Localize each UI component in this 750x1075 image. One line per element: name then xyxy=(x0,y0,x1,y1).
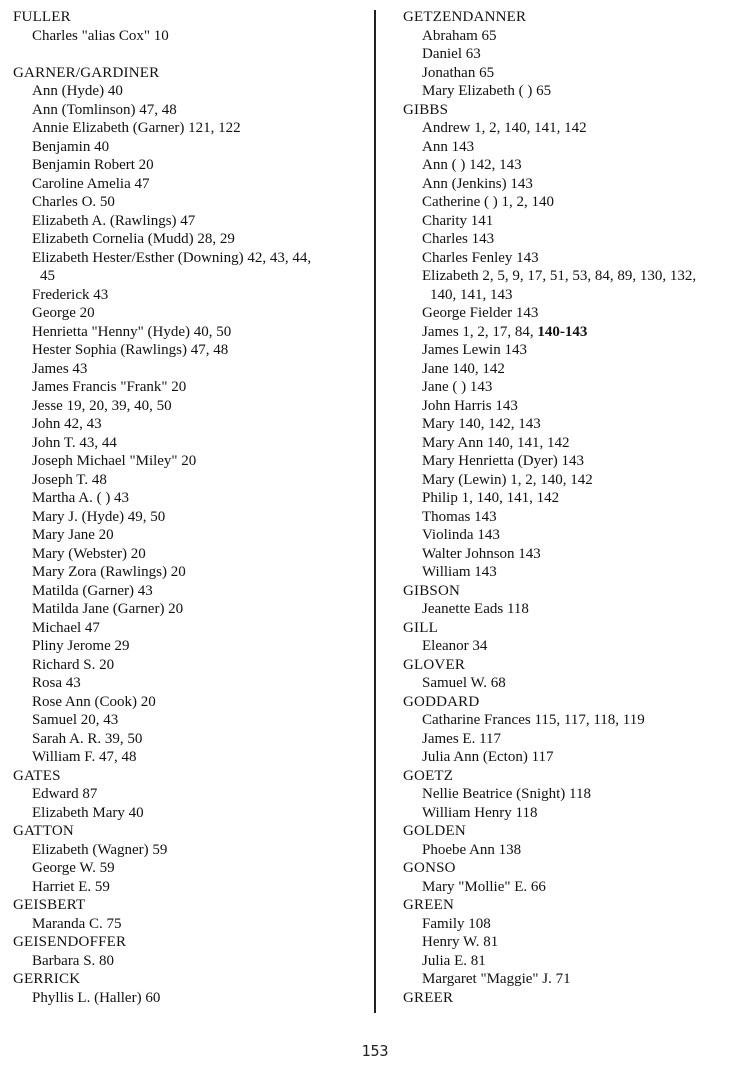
entry-text: Sarah A. R. 39, 50 xyxy=(32,730,143,747)
index-entry xyxy=(13,119,368,138)
index-entry xyxy=(403,970,743,989)
entry-text: William 143 xyxy=(422,564,497,580)
index-entry xyxy=(13,674,368,693)
entry-text: Jane ( ) 143 xyxy=(422,379,493,395)
index-entry xyxy=(13,434,368,453)
entry-text: Mary Henrietta (Dyer) 143 xyxy=(422,453,585,469)
entry-text: Rose Ann (Cook) 20 xyxy=(32,693,156,710)
index-entry xyxy=(13,748,368,767)
entry-text: Ann (Tomlinson) 47, 48 xyxy=(32,101,177,118)
index-entry xyxy=(13,730,368,749)
entry-text: John Harris 143 xyxy=(422,397,518,414)
surname-heading: GREER xyxy=(403,989,454,1006)
index-entry xyxy=(13,489,368,508)
surname-group xyxy=(13,933,368,970)
index-entry xyxy=(403,804,743,823)
index-entry xyxy=(403,341,743,360)
entry-text: Martha A. ( ) 43 xyxy=(32,490,130,506)
entry-text: Jeanette Eads 118 xyxy=(422,601,529,617)
index-entry xyxy=(403,452,743,471)
page-number: 153 xyxy=(361,1042,389,1060)
entry-text: Matilda (Garner) 43 xyxy=(32,582,153,599)
index-entry xyxy=(13,508,368,527)
index-entry xyxy=(13,82,368,101)
entry-text: Annie Elizabeth (Garner) 121, 122 xyxy=(32,120,241,136)
entry-text: Ann ( ) 142, 143 xyxy=(422,157,522,173)
index-entry xyxy=(13,397,368,416)
entry-text: Julia Ann (Ecton) 117 xyxy=(422,749,554,765)
entry-bold-pages: 140-143 xyxy=(537,323,588,340)
entry-text: Frederick 43 xyxy=(32,286,109,303)
surname-group xyxy=(403,859,743,896)
entry-text: Barbara S. 80 xyxy=(32,952,115,969)
index-entry xyxy=(403,175,743,194)
entry-text: Joseph T. 48 xyxy=(32,471,107,488)
entry-text: Jane 140, 142 xyxy=(422,360,505,377)
index-entry xyxy=(13,878,368,897)
surname-heading: GERRICK xyxy=(13,971,81,987)
index-entry xyxy=(403,82,743,101)
index-entry xyxy=(13,101,368,120)
surname-heading: FULLER xyxy=(13,9,71,25)
surname-group xyxy=(403,101,743,582)
surname-heading: GETZENDANNER xyxy=(403,9,527,25)
index-entry xyxy=(13,859,368,878)
surname-group xyxy=(13,896,368,933)
entry-text: George 20 xyxy=(32,305,95,321)
entry-text: Nellie Beatrice (Snight) 118 xyxy=(422,786,591,802)
index-entry xyxy=(13,193,368,212)
entry-continuation: 140, 141, 143 xyxy=(430,286,513,303)
surname-heading: GODDARD xyxy=(403,693,480,710)
entry-text: Henrietta "Henny" (Hyde) 40, 50 xyxy=(32,323,232,340)
surname-group xyxy=(403,896,743,989)
surname-heading: GARNER/GARDINER xyxy=(13,64,160,81)
index-entry xyxy=(13,785,368,804)
index-entry xyxy=(13,249,368,268)
index-entry xyxy=(403,933,743,952)
entry-text: James Francis "Frank" 20 xyxy=(32,379,187,395)
surname-heading: GATTON xyxy=(13,823,74,839)
entry-text: Samuel W. 68 xyxy=(422,675,506,691)
entry-text: George Fielder 143 xyxy=(422,305,539,321)
entry-text: Charles 143 xyxy=(422,231,495,247)
entry-text: Rosa 43 xyxy=(32,675,81,691)
index-entry xyxy=(13,212,368,231)
entry-text: John 42, 43 xyxy=(32,416,102,432)
entry-text: Charles O. 50 xyxy=(32,194,115,210)
entry-text: John T. 43, 44 xyxy=(32,434,117,451)
index-entry xyxy=(403,45,743,64)
index-entry xyxy=(13,452,368,471)
index-entry xyxy=(13,175,368,194)
index-entry xyxy=(13,619,368,638)
index-entry xyxy=(403,748,743,767)
entry-text: Phoebe Ann 138 xyxy=(422,841,522,858)
index-column-right xyxy=(403,8,743,1007)
surname-group xyxy=(403,767,743,823)
entry-text: Julia E. 81 xyxy=(422,952,486,969)
index-entry xyxy=(13,989,368,1008)
surname-group xyxy=(403,619,743,656)
entry-text: Charles "alias Cox" 10 xyxy=(32,27,169,44)
surname-heading: GILL xyxy=(403,619,438,636)
index-entry xyxy=(403,27,743,46)
entry-text: Edward 87 xyxy=(32,786,98,802)
surname-group xyxy=(403,582,743,619)
entry-text: Jesse 19, 20, 39, 40, 50 xyxy=(32,397,172,414)
entry-text: Elizabeth Cornelia (Mudd) 28, 29 xyxy=(32,231,235,247)
index-entry xyxy=(403,415,743,434)
index-entry xyxy=(403,785,743,804)
entry-text: Phyllis L. (Haller) 60 xyxy=(32,989,161,1006)
entry-text: Harriet E. 59 xyxy=(32,878,110,895)
index-entry xyxy=(403,952,743,971)
surname-group xyxy=(403,693,743,767)
index-entry xyxy=(13,341,368,360)
index-entry xyxy=(13,378,368,397)
index-entry xyxy=(403,545,743,564)
index-entry xyxy=(13,360,368,379)
entry-text: James Lewin 143 xyxy=(422,342,527,358)
index-entry xyxy=(403,212,743,231)
index-entry xyxy=(403,878,743,897)
entry-continuation: 45 xyxy=(40,268,55,284)
entry-text: Elizabeth Mary 40 xyxy=(32,804,144,821)
entry-text: Mary "Mollie" E. 66 xyxy=(422,878,546,895)
index-entry xyxy=(13,804,368,823)
entry-text: Mary J. (Hyde) 49, 50 xyxy=(32,508,166,525)
index-entry xyxy=(13,582,368,601)
entry-text: Michael 47 xyxy=(32,619,100,636)
surname-group xyxy=(13,822,368,896)
entry-text: James E. 117 xyxy=(422,730,502,747)
index-entry xyxy=(13,656,368,675)
index-entry xyxy=(403,489,743,508)
entry-text: Charles Fenley 143 xyxy=(422,249,539,266)
entry-text: Caroline Amelia 47 xyxy=(32,175,150,192)
index-entry xyxy=(403,526,743,545)
surname-group xyxy=(403,8,743,101)
entry-text: Hester Sophia (Rawlings) 47, 48 xyxy=(32,342,229,358)
entry-text: Mary Elizabeth ( ) 65 xyxy=(422,83,552,99)
index-entry xyxy=(13,286,368,305)
index-entry xyxy=(13,693,368,712)
entry-text: Margaret "Maggie" J. 71 xyxy=(422,971,571,987)
entry-text: Benjamin 40 xyxy=(32,138,110,155)
entry-text: Elizabeth Hester/Esther (Downing) 42, 43, 44, xyxy=(32,249,312,266)
entry-text: Daniel 63 xyxy=(422,46,481,62)
index-column-left xyxy=(13,8,368,1007)
entry-text: Ann 143 xyxy=(422,138,475,155)
index-entry xyxy=(403,156,743,175)
surname-heading: GREEN xyxy=(403,897,454,913)
index-entry xyxy=(403,471,743,490)
entry-text: Maranda C. 75 xyxy=(32,915,122,932)
index-entry xyxy=(13,230,368,249)
index-entry xyxy=(13,415,368,434)
index-entry xyxy=(13,156,368,175)
entry-text: Mary (Lewin) 1, 2, 140, 142 xyxy=(422,471,593,488)
index-entry xyxy=(403,378,743,397)
index-entry xyxy=(403,230,743,249)
entry-text: Mary 140, 142, 143 xyxy=(422,416,541,432)
entry-text: Jonathan 65 xyxy=(422,64,495,81)
index-entry xyxy=(13,471,368,490)
entry-text: Andrew 1, 2, 140, 141, 142 xyxy=(422,120,587,136)
entry-text: Matilda Jane (Garner) 20 xyxy=(32,601,184,617)
index-entry xyxy=(403,841,743,860)
entry-text: Charity 141 xyxy=(422,212,494,229)
entry-text: Eleanor 34 xyxy=(422,638,488,654)
surname-group xyxy=(403,822,743,859)
entry-text: Henry W. 81 xyxy=(422,934,499,950)
entry-text: Samuel 20, 43 xyxy=(32,712,119,728)
entry-text: William Henry 118 xyxy=(422,804,538,821)
entry-text: Ann (Jenkins) 143 xyxy=(422,175,533,192)
index-entry xyxy=(403,508,743,527)
entry-text: Richard S. 20 xyxy=(32,656,115,673)
entry-text: Catharine Frances 115, 117, 118, 119 xyxy=(422,712,645,728)
surname-group xyxy=(403,656,743,693)
index-entry xyxy=(13,563,368,582)
entry-text: Elizabeth A. (Rawlings) 47 xyxy=(32,212,196,229)
group-spacer xyxy=(13,45,368,64)
index-entry xyxy=(403,138,743,157)
surname-heading: GONSO xyxy=(403,860,456,876)
entry-text: Thomas 143 xyxy=(422,508,497,525)
entry-text: Mary Zora (Rawlings) 20 xyxy=(32,564,186,580)
surname-group xyxy=(403,989,743,1008)
surname-heading: GATES xyxy=(13,767,61,784)
entry-text: Pliny Jerome 29 xyxy=(32,638,130,654)
entry-text: Family 108 xyxy=(422,915,491,932)
index-entry xyxy=(403,249,743,268)
surname-heading: GLOVER xyxy=(403,656,466,673)
index-entry xyxy=(13,637,368,656)
index-entry xyxy=(13,526,368,545)
index-entry xyxy=(13,27,368,46)
entry-text: Elizabeth 2, 5, 9, 17, 51, 53, 84, 89, 130, 132, xyxy=(422,268,697,284)
index-entry xyxy=(403,674,743,693)
index-entry xyxy=(13,600,368,619)
index-entry xyxy=(403,193,743,212)
index-entry xyxy=(13,138,368,157)
entry-text: James 43 xyxy=(32,360,88,377)
entry-text: Walter Johnson 143 xyxy=(422,545,541,562)
index-entry xyxy=(403,397,743,416)
index-entry xyxy=(13,545,368,564)
index-entry xyxy=(13,841,368,860)
entry-text: Catherine ( ) 1, 2, 140 xyxy=(422,194,555,210)
entry-text: George W. 59 xyxy=(32,860,115,876)
surname-heading: GOETZ xyxy=(403,767,454,784)
index-entry xyxy=(403,267,743,286)
surname-group xyxy=(13,8,368,45)
column-divider xyxy=(374,10,376,1013)
index-entry xyxy=(13,323,368,342)
surname-group xyxy=(13,767,368,823)
entry-text: Mary Ann 140, 141, 142 xyxy=(422,434,570,451)
index-entry xyxy=(403,434,743,453)
index-entry xyxy=(403,304,743,323)
entry-text: Mary (Webster) 20 xyxy=(32,545,146,562)
surname-heading: GIBBS xyxy=(403,101,449,118)
index-entry xyxy=(13,711,368,730)
surname-heading: GIBSON xyxy=(403,582,461,599)
surname-heading: GEISBERT xyxy=(13,897,86,913)
index-entry xyxy=(13,952,368,971)
surname-heading: GOLDEN xyxy=(403,823,466,839)
index-entry xyxy=(403,637,743,656)
surname-group xyxy=(13,64,368,767)
index-entry xyxy=(403,600,743,619)
entry-text: James 1, 2, 17, 84, xyxy=(422,323,538,340)
index-entry xyxy=(403,915,743,934)
surname-group xyxy=(13,970,368,1007)
index-entry xyxy=(403,563,743,582)
surname-heading: GEISENDOFFER xyxy=(13,934,127,950)
entry-text: Benjamin Robert 20 xyxy=(32,157,154,173)
entry-text: Elizabeth (Wagner) 59 xyxy=(32,841,168,858)
entry-text: Philip 1, 140, 141, 142 xyxy=(422,490,560,506)
entry-text: Abraham 65 xyxy=(422,27,497,44)
index-entry xyxy=(403,360,743,379)
index-entry xyxy=(403,323,743,342)
index-entry xyxy=(403,64,743,83)
entry-text: Ann (Hyde) 40 xyxy=(32,83,123,99)
entry-text: Mary Jane 20 xyxy=(32,527,114,543)
index-entry xyxy=(403,711,743,730)
index-entry xyxy=(13,915,368,934)
index-entry xyxy=(13,304,368,323)
entry-text: Violinda 143 xyxy=(422,527,500,543)
index-entry xyxy=(403,730,743,749)
index-entry xyxy=(403,119,743,138)
entry-text: William F. 47, 48 xyxy=(32,749,137,765)
entry-text: Joseph Michael "Miley" 20 xyxy=(32,453,197,469)
